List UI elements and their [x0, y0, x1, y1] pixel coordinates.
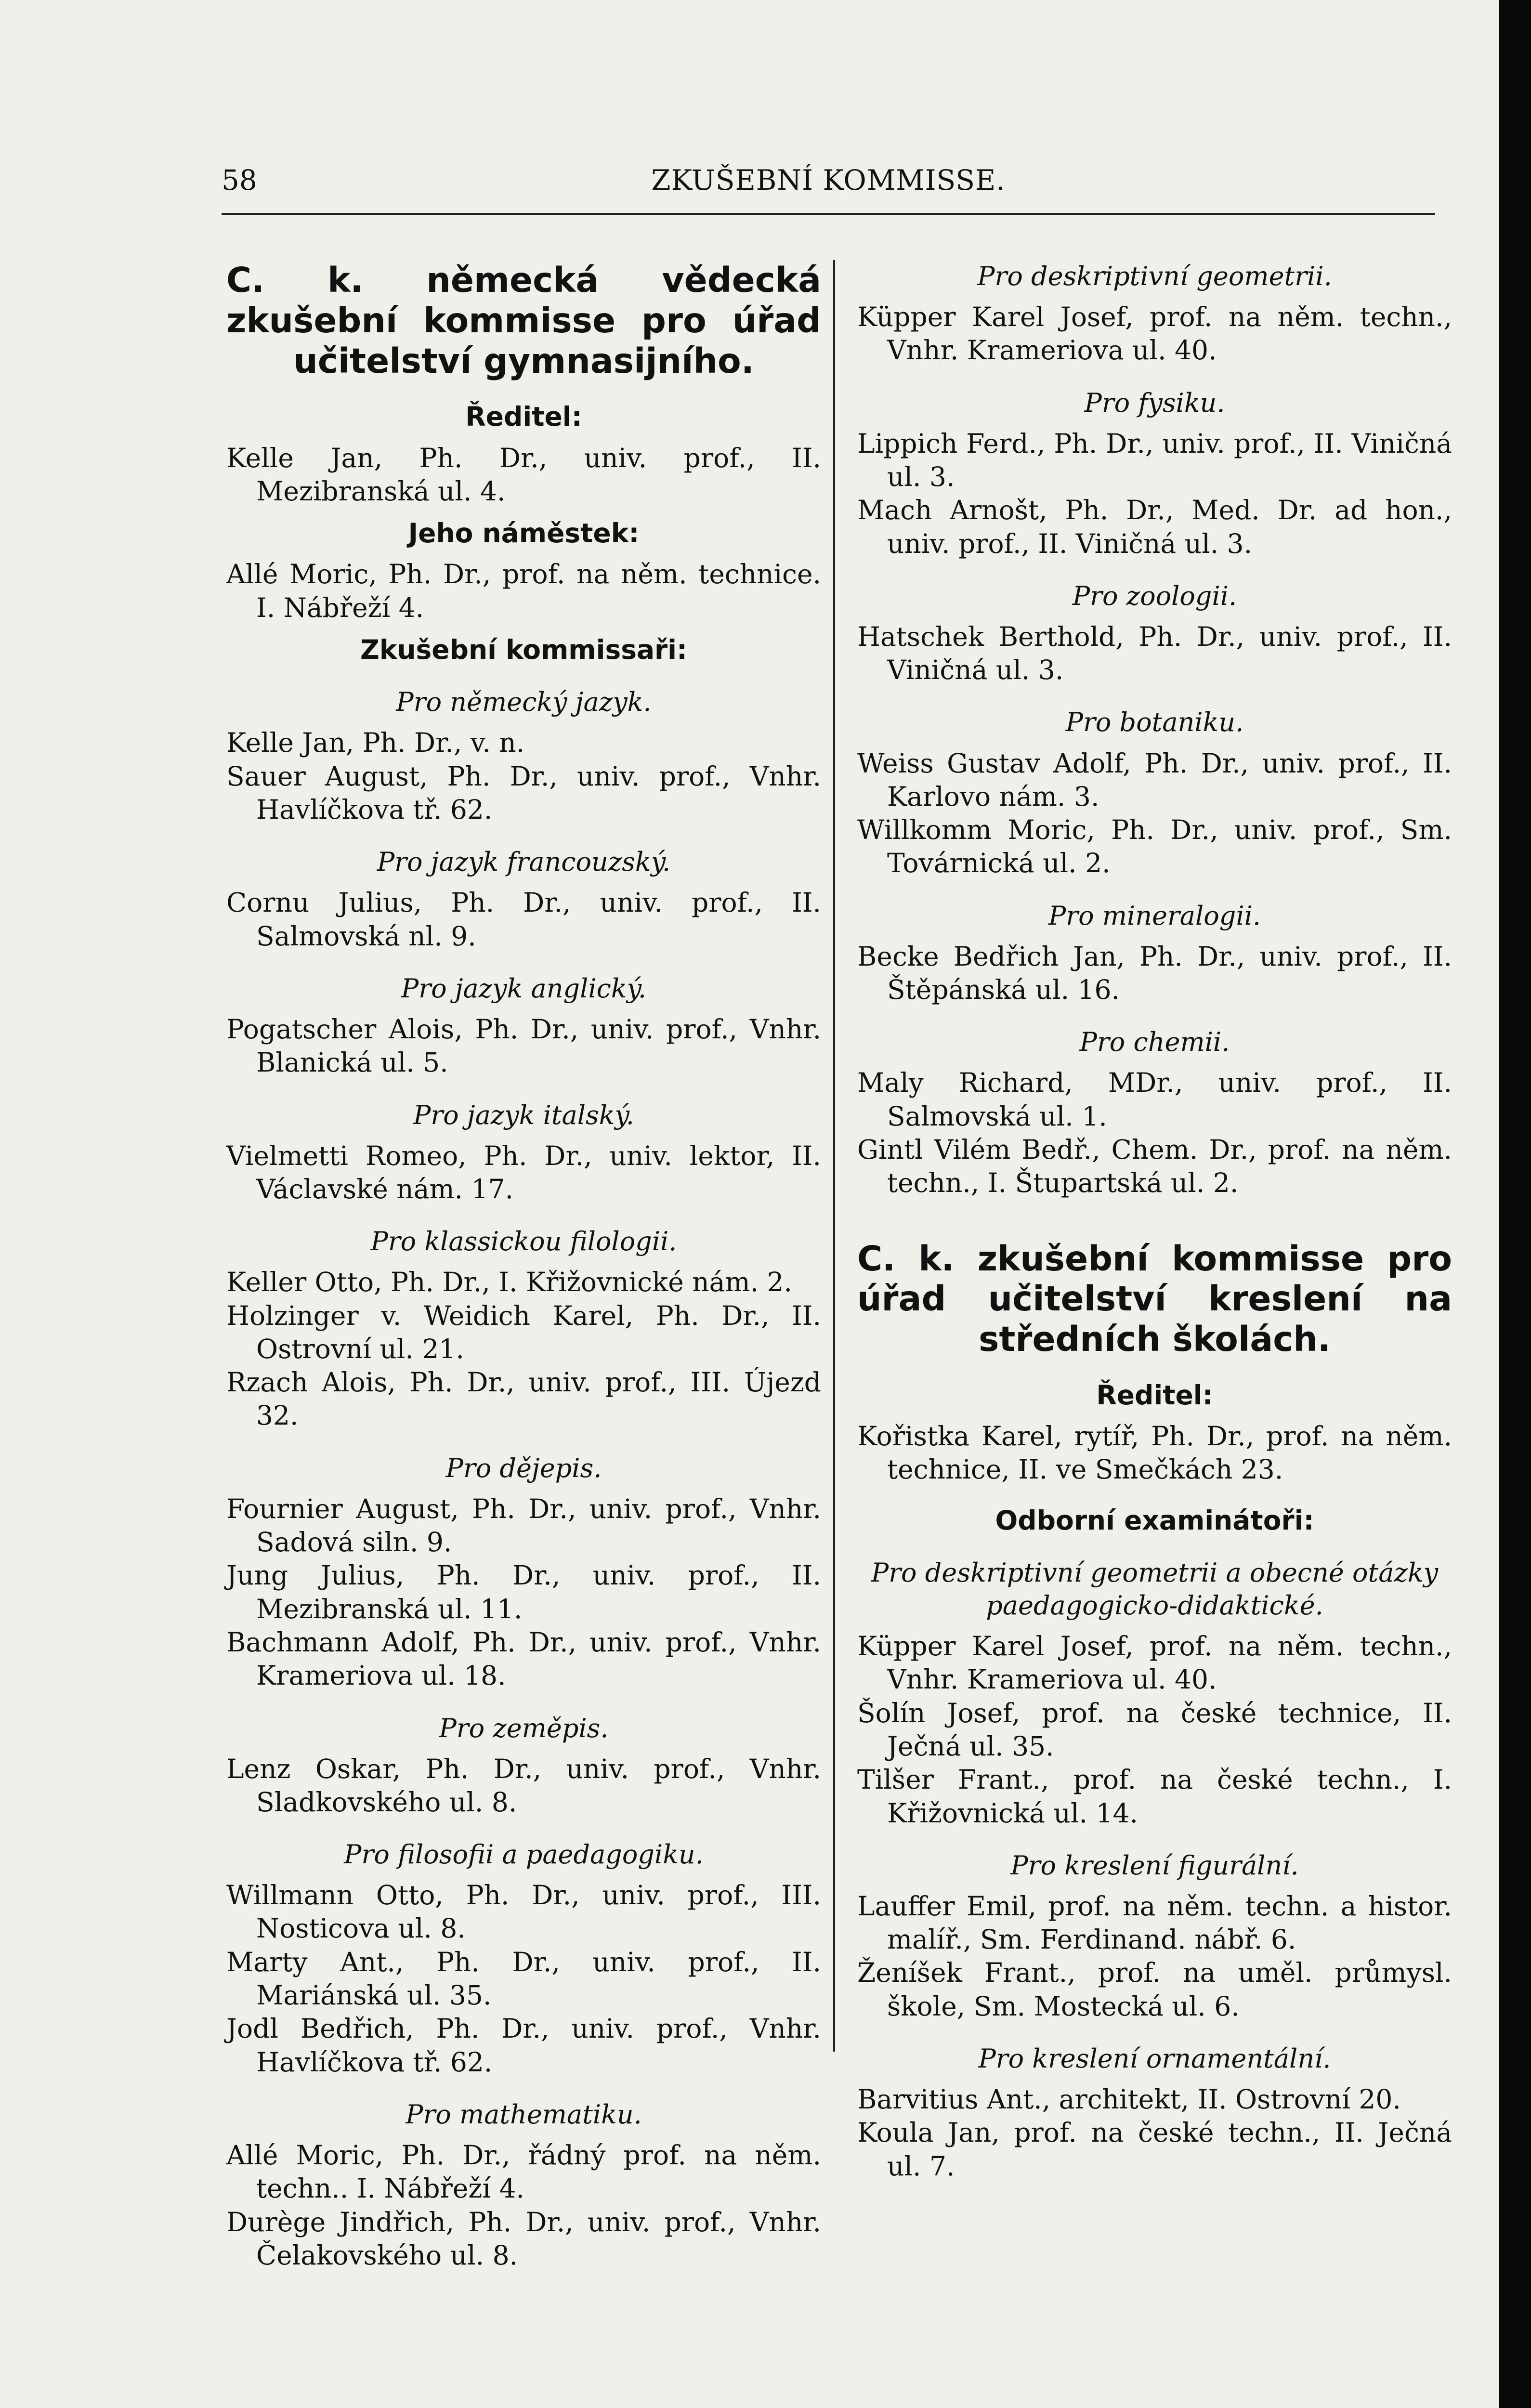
examiner-entry: Šolín Josef, prof. na české technice, II. Ječná ul. 35. — [857, 1697, 1452, 1762]
examiner-entry: Jung Julius, Ph. Dr., univ. prof., II. Mezibranská ul. 11. — [226, 1560, 821, 1624]
examiner-entry: Holzinger v. Weidich Karel, Ph. Dr., II. Ostrovní ul. 21. — [226, 1300, 821, 1364]
examiners-label: Odborní examinátoři: — [995, 1505, 1314, 1536]
page-number: 58 — [222, 164, 257, 196]
examiner-entry: Fournier August, Ph. Dr., univ. prof., Vnhr. Sadová siln. 9. — [226, 1493, 821, 1558]
examiner-entry: Willmann Otto, Ph. Dr., univ. prof., III. Nosticova ul. 8. — [226, 1880, 821, 1944]
examiner-entry: Lippich Ferd., Ph. Dr., univ. prof., II. Viničná ul. 3. — [857, 428, 1452, 492]
examiner-entry: Koula Jan, prof. na české techn., II. Ječná ul. 7. — [857, 2117, 1452, 2182]
subject-heading: Pro mineralogii. — [1048, 900, 1261, 931]
examiner-entry: Marty Ant., Ph. Dr., univ. prof., II. Mariánská ul. 35. — [226, 1946, 821, 2011]
right-column — [857, 260, 1452, 2183]
examiner-entry: Lenz Oskar, Ph. Dr., univ. prof., Vnhr. Sladkovského ul. 8. — [226, 1753, 821, 1818]
examiner-entry: Hatschek Berthold, Ph. Dr., univ. prof., II. Viničná ul. 3. — [857, 621, 1452, 686]
examiner-entry: Bachmann Adolf, Ph. Dr., univ. prof., Vnhr. Krameriova ul. 18. — [226, 1626, 821, 1691]
director-entry: Kelle Jan, Ph. Dr., univ. prof., II. Mezibranská ul. 4. — [226, 442, 821, 507]
subject-heading: Pro deskriptivní geometrii. — [977, 261, 1332, 291]
page-header — [222, 164, 1435, 212]
examiner-entry: Barvitius Ant., architekt, II. Ostrovní 20. — [857, 2084, 1401, 2115]
subject-heading: Pro mathematiku. — [406, 2099, 642, 2130]
subject-heading: Pro klassickou filologii. — [370, 1226, 677, 1257]
examiner-entry: Weiss Gustav Adolf, Ph. Dr., univ. prof., II. Karlovo nám. 3. — [857, 747, 1452, 812]
subject-heading: Pro zoologii. — [1072, 580, 1237, 611]
section-title-gymnasium-commission: C. k. německá vědecká zkušební kommisse pro úřad učitelství gymnasijního. — [226, 260, 821, 381]
running-title: ZKUŠEBNÍ KOMMISSE. — [651, 164, 1006, 196]
examiner-entry: Sauer August, Ph. Dr., univ. prof., Vnhr. Havlíčkova tř. 62. — [226, 760, 821, 825]
examiner-entry: Allé Moric, Ph. Dr., řádný prof. na něm. techn.. I. Nábřeží 4. — [226, 2139, 821, 2204]
subject-heading: Pro jazyk anglický. — [401, 973, 647, 1004]
examiner-entry: Willkomm Moric, Ph. Dr., univ. prof., Sm. Továrnická ul. 2. — [857, 814, 1452, 879]
examiner-entry: Jodl Bedřich, Ph. Dr., univ. prof., Vnhr. Havlíčkova tř. 62. — [226, 2013, 821, 2078]
examiner-entry: Lauffer Emil, prof. na něm. techn. a histor. malíř., Sm. Ferdinand. nábř. 6. — [857, 1890, 1452, 1955]
examiner-entry: Pogatscher Alois, Ph. Dr., univ. prof., Vnhr. Blanická ul. 5. — [226, 1013, 821, 1078]
section-title-drawing-commission: C. k. zkušební kommisse pro úřad učitelství kreslení na středních školách. — [857, 1238, 1452, 1360]
header-rule — [222, 213, 1435, 215]
examiner-entry: Küpper Karel Josef, prof. na něm. techn., Vnhr. Krameriova ul. 40. — [857, 301, 1452, 366]
subject-heading: Pro kreslení ornamentální. — [978, 2043, 1331, 2074]
director-label: Ředitel: — [1096, 1379, 1213, 1411]
examiner-entry: Küpper Karel Josef, prof. na něm. techn., Vnhr. Krameriova ul. 40. — [857, 1631, 1452, 1695]
examiner-entry: Tilšer Frant., prof. na české techn., I. Křižovnická ul. 14. — [857, 1764, 1452, 1829]
deputy-entry: Allé Moric, Ph. Dr., prof. na něm. technice. I. Nábřeží 4. — [226, 559, 821, 623]
subject-heading: Pro zeměpis. — [439, 1713, 609, 1743]
examiner-entry: Becke Bedřich Jan, Ph. Dr., univ. prof., II. Štěpánská ul. 16. — [857, 941, 1452, 1006]
subject-heading: Pro chemii. — [1079, 1027, 1230, 1058]
examiner-entry: Vielmetti Romeo, Ph. Dr., univ. lektor, II. Václavské nám. 17. — [226, 1140, 821, 1204]
examiner-entry: Rzach Alois, Ph. Dr., univ. prof., III. Újezd 32. — [226, 1367, 821, 1431]
subject-heading: Pro dějepis. — [445, 1453, 602, 1483]
examiners-label: Zkušební kommissaři: — [360, 634, 688, 666]
subject-heading: Pro jazyk italský. — [413, 1099, 634, 1130]
subject-heading: Pro filosofii a paedagogiku. — [344, 1839, 704, 1870]
examiner-entry: Gintl Vilém Bedř., Chem. Dr., prof. na něm. techn., I. Štupartská ul. 2. — [857, 1134, 1452, 1199]
subject-heading: Pro jazyk francouzský. — [377, 847, 671, 877]
examiner-entry: Kelle Jan, Ph. Dr., v. n. — [226, 727, 525, 759]
subject-heading: Pro fysiku. — [1084, 387, 1225, 418]
director-label: Ředitel: — [465, 401, 582, 432]
section-spacer — [857, 1200, 1452, 1239]
examiner-entry: Maly Richard, MDr., univ. prof., II. Salmovská ul. 1. — [857, 1067, 1452, 1132]
director-entry: Kořistka Karel, rytíř, Ph. Dr., prof. na něm. technice, II. ve Smečkách 23. — [857, 1421, 1452, 1485]
examiner-entry: Mach Arnošt, Ph. Dr., Med. Dr. ad hon., univ. prof., II. Viničná ul. 3. — [857, 495, 1452, 559]
examiner-entry: Cornu Julius, Ph. Dr., univ. prof., II. Salmovská nl. 9. — [226, 887, 821, 952]
subject-heading: Pro kreslení figurální. — [1010, 1850, 1299, 1881]
examiner-entry: Keller Otto, Ph. Dr., I. Křižovnické nám. 2. — [226, 1267, 793, 1298]
subject-heading: Pro botaniku. — [1065, 707, 1244, 738]
subject-heading: Pro deskriptivní geometrii a obecné otázky paedagogicko-didaktické. — [871, 1557, 1439, 1621]
examiner-entry: Durège Jindřich, Ph. Dr., univ. prof., Vnhr. Čelakovského ul. 8. — [226, 2206, 821, 2271]
deputy-label: Jeho náměstek: — [408, 518, 640, 549]
column-divider — [833, 260, 835, 2052]
subject-heading: Pro německý jazyk. — [396, 687, 652, 718]
left-column — [226, 260, 821, 2272]
examiner-entry: Ženíšek Frant., prof. na uměl. průmysl. škole, Sm. Mostecká ul. 6. — [857, 1957, 1452, 2022]
